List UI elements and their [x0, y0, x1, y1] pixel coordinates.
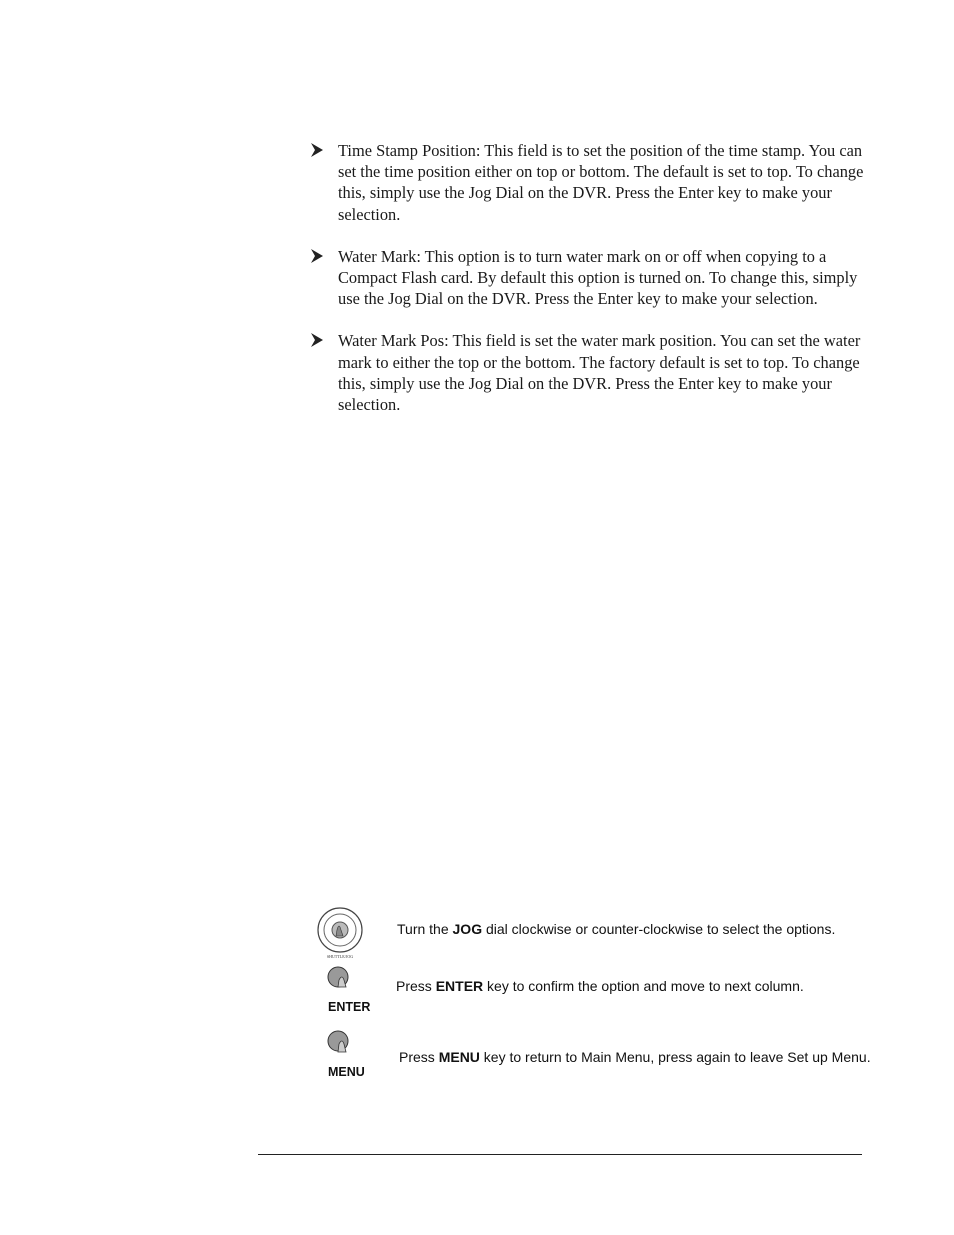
- jog-desc-pre: Turn the: [397, 921, 453, 937]
- bullet-text: Time Stamp Position: This field is to set the position of the time stamp. You can set the time position either on top or bottom. The default is set to top. To change this, simply use the Jog Dial on the DVR. Press the Enter key to make your selection.: [338, 141, 864, 224]
- arrow-bullet-icon: [310, 248, 324, 264]
- menu-desc-key: MENU: [438, 1049, 480, 1065]
- enter-desc-key: ENTER: [435, 978, 484, 994]
- legend-row-jog: [300, 900, 940, 960]
- enter-key-icon: [327, 966, 353, 994]
- jog-caption: SHUTTLE/JOG: [326, 954, 354, 959]
- enter-desc-pre: Press: [396, 978, 436, 994]
- menu-key-label: MENU: [328, 1065, 365, 1079]
- menu-desc-post: key to return to Main Menu, press again to leave Set up Menu.: [479, 1049, 871, 1065]
- jog-dial-icon: [314, 904, 366, 960]
- bullet-text: Water Mark Pos: This field is set the water mark position. You can set the water mark to either the top or the bottom. The factory default is set to top. To change this, simply use the Jog Dial on the DVR. Press the Enter key to make your selection.: [338, 331, 861, 415]
- menu-description: [399, 1049, 871, 1065]
- menu-desc-pre: Press: [399, 1049, 439, 1065]
- bullet-water-mark: [308, 246, 868, 310]
- enter-desc-post: key to confirm the option and move to next column.: [483, 978, 804, 994]
- jog-desc-key: JOG: [452, 921, 483, 937]
- jog-description: [397, 921, 835, 937]
- arrow-bullet-icon: [310, 142, 324, 158]
- menu-key-icon: [327, 1030, 353, 1060]
- bullet-water-mark-pos: [308, 330, 868, 415]
- bullet-time-stamp-position: [308, 140, 868, 225]
- enter-key-label: ENTER: [328, 1000, 371, 1014]
- bullet-text: Water Mark: This option is to turn water mark on or off when copying to a Compact Flash card. By default this option is turned on. To change this, simply use the Jog Dial on the DVR. Press the Enter key to make your selection.: [338, 246, 858, 309]
- legend-row-menu: [300, 1026, 940, 1086]
- arrow-bullet-icon: [310, 332, 324, 348]
- jog-desc-post: dial clockwise or counter-clockwise to select the options.: [482, 921, 836, 937]
- enter-description: [396, 978, 804, 994]
- bullet-list: [308, 140, 868, 436]
- footer-rule: [258, 1154, 862, 1155]
- control-legend: [300, 900, 940, 1090]
- legend-row-enter: [300, 962, 940, 1018]
